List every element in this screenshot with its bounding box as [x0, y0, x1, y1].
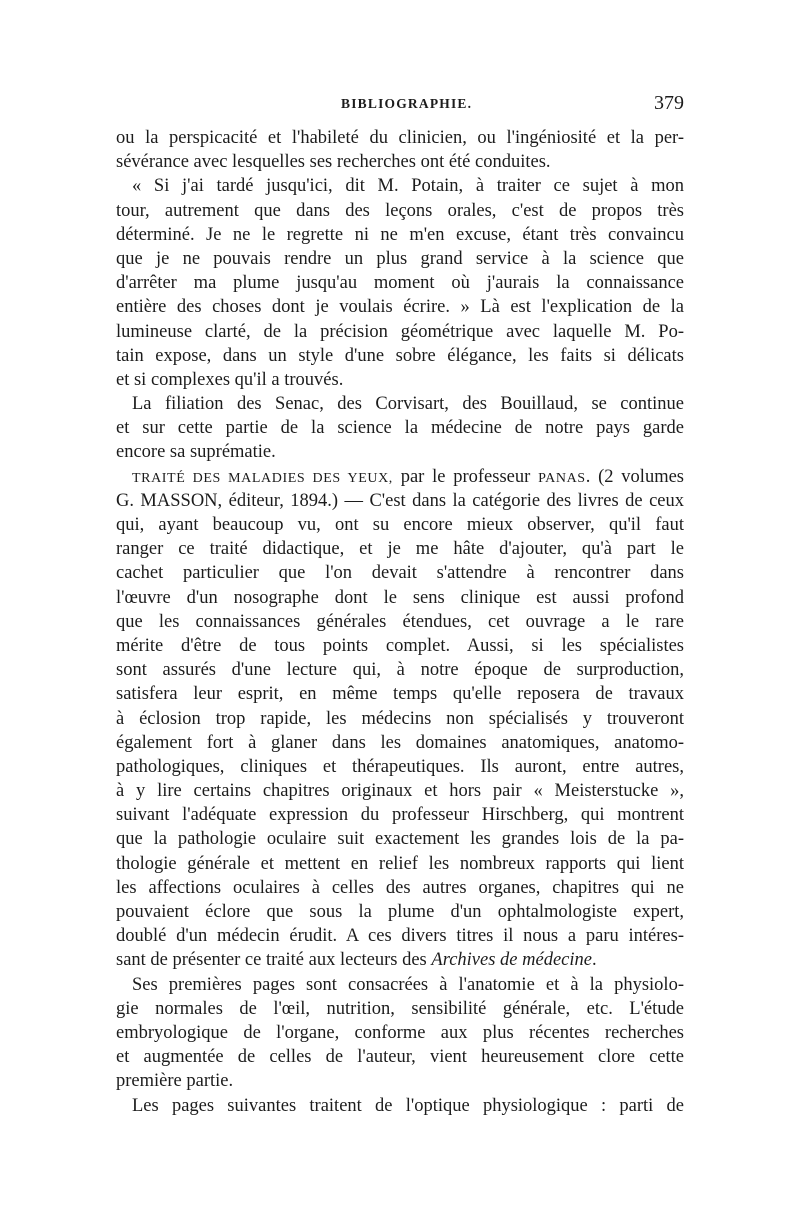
- text-line: que la pathologie oculaire suit exactement les grandes lois de la pa-: [116, 829, 684, 850]
- text-line: doublé d'un médecin érudit. A ces divers titres il nous a paru intéres-: [116, 926, 684, 947]
- archives-line: [116, 948, 684, 972]
- text-line: qui, ayant beaucoup vu, ont su encore mieux observer, qu'il faut: [116, 515, 684, 535]
- text-line: Les pages suivantes traitent de l'optique physiologique : parti de: [132, 1095, 684, 1116]
- text-line: « Si j'ai tardé jusqu'ici, dit M. Potain, à traiter ce sujet à mon: [132, 176, 684, 197]
- journal-title: Archives de médecine: [431, 950, 592, 971]
- text-line: première partie.: [116, 1071, 234, 1092]
- treatise-heading-line: [116, 465, 684, 489]
- text-line: et sur cette partie de la science la médecine de notre pays garde: [116, 418, 684, 439]
- running-header: [116, 92, 684, 118]
- text-line: gie normales de l'œil, nutrition, sensibilité générale, etc. L'étude: [116, 998, 684, 1019]
- text-line: que les connaissances générales étendues, cet ouvrage a le rare: [116, 611, 684, 632]
- text-line: tour, autrement que dans des leçons orales, c'est de propos très: [116, 200, 684, 221]
- text-line: encore sa suprématie.: [116, 442, 276, 463]
- text-line: d'arrêter ma plume jusqu'au moment où j'aurais la connaissance: [116, 273, 684, 294]
- archives-suffix: .: [591, 950, 597, 971]
- treatise-volumes: . (2 volumes: [585, 466, 684, 487]
- text-line: cachet particulier que l'on devait s'attendre à rencontrer dans: [116, 563, 684, 584]
- text-line: ranger ce traité didactique, et je me hâte d'ajouter, qu'à part le: [116, 539, 684, 560]
- text-line: sévérance avec lesquelles ses recherches ont été conduites.: [116, 152, 551, 173]
- text-line: thologie générale et mettent en relief les nombreux rapports qui lient: [116, 853, 684, 874]
- text-line: suivant l'adéquate expression du professeur Hirschberg, qui montrent: [116, 805, 684, 826]
- treatise-author: PANAS: [538, 470, 586, 486]
- text-line: G. MASSON, éditeur, 1894.) — C'est dans la catégorie des livres de ceux: [116, 490, 684, 511]
- text-line: à y lire certains chapitres originaux et hors pair « Meisterstucke »,: [116, 781, 684, 802]
- text-line: lumineuse clarté, de la précision géométrique avec laquelle M. Po-: [116, 321, 684, 342]
- page-number: 379: [654, 92, 684, 114]
- text-line: embryologique de l'organe, conforme aux plus récentes recherches: [116, 1022, 684, 1043]
- text-line: l'œuvre d'un nosographe dont le sens clinique est aussi profond: [116, 587, 684, 608]
- text-line: sont assurés d'une lecture qui, à notre époque de surproduction,: [116, 660, 684, 681]
- text-line: déterminé. Je ne le regrette ni ne m'en excuse, étant très convaincu: [116, 224, 684, 245]
- text-line: et augmentée de celles de l'auteur, vient heureusement clore cette: [116, 1047, 684, 1068]
- text-line: les affections oculaires à celles des autres organes, chapitres qui ne: [116, 877, 684, 898]
- text-line: satisfera leur esprit, en même temps qu'elle reposera de travaux: [116, 684, 684, 705]
- text-line: également fort à glaner dans les domaines anatomiques, anatomo-: [116, 732, 684, 753]
- text-line: que je ne pouvais rendre un plus grand service à la science que: [116, 248, 684, 269]
- text-line: mérite d'être de tous points complet. Aussi, si les spécialistes: [116, 635, 684, 656]
- text-line: ou la perspicacité et l'habileté du clinicien, ou l'ingéniosité et la per-: [116, 128, 684, 148]
- archives-prefix: sant de présenter ce traité aux lecteurs des: [116, 950, 432, 971]
- text-line: à éclosion trop rapide, les médecins non spécialisés y trouveront: [116, 708, 684, 729]
- text-line: pathologiques, cliniques et thérapeutiques. Ils auront, entre autres,: [116, 756, 684, 777]
- text-line: Ses premières pages sont consacrées à l'anatomie et à la physiolo-: [132, 974, 684, 995]
- text-line: et si complexes qu'il a trouvés.: [116, 369, 344, 390]
- treatise-byline: par le professeur: [392, 466, 539, 487]
- text-line: pouvaient éclore que sous la plume d'un ophtalmologiste expert,: [116, 902, 684, 922]
- text-line: tain expose, dans un style d'une sobre élégance, les faits si délicats: [116, 345, 684, 366]
- body-text: [116, 126, 684, 1118]
- text-line: La filiation des Senac, des Corvisart, des Bouillaud, se continue: [132, 394, 684, 415]
- treatise-title: TRAITÉ DES MALADIES DES YEUX,: [132, 470, 393, 486]
- header-title: BIBLIOGRAPHIE.: [341, 96, 473, 111]
- text-line: entière des choses dont je voulais écrire. » Là est l'explication de la: [116, 297, 684, 318]
